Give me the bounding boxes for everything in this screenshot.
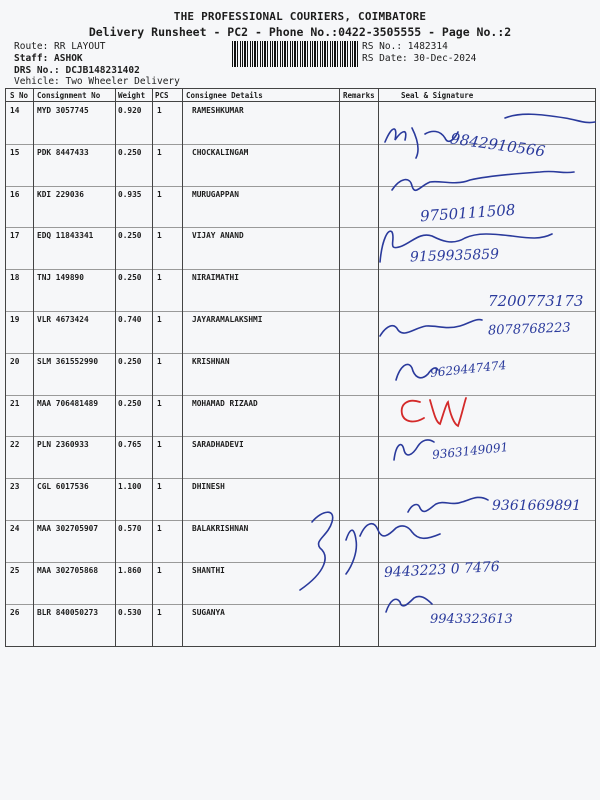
consignee-cell: RAMESHKUMAR <box>192 106 244 115</box>
consignee-cell: KRISHNAN <box>192 356 230 366</box>
table-row <box>6 228 595 270</box>
sno-cell: 25 <box>10 565 20 575</box>
runsheet-title: Delivery Runsheet - PC2 - Phone No.:0422-3505555 - Page No.:2 <box>88 25 512 39</box>
consignment-cell: MAA 302705868 <box>37 565 99 575</box>
sno-cell: 14 <box>10 106 20 115</box>
barcode-image <box>232 41 360 67</box>
col-consignee: Consignee Details <box>186 91 263 100</box>
table-row <box>6 312 595 354</box>
handwritten-phone: 9361669891 <box>492 498 582 514</box>
pcs-cell: 1 <box>157 482 162 492</box>
consignee-cell: JAYARAMALAKSHMI <box>192 315 263 324</box>
pcs-cell: 1 <box>157 315 162 324</box>
sno-cell: 17 <box>10 231 20 241</box>
consignment-cell: CGL 6017536 <box>37 482 89 492</box>
weight-cell: 0.570 <box>118 524 142 533</box>
sno-cell: 19 <box>10 315 20 324</box>
weight-cell: 0.740 <box>118 315 142 324</box>
weight-cell: 0.250 <box>118 398 142 408</box>
consignment-cell: BLR 840050273 <box>37 607 99 617</box>
handwritten-phone: 9943323613 <box>430 612 513 627</box>
consignment-cell: MYD 3057745 <box>37 106 89 115</box>
table-row <box>6 605 595 647</box>
handwritten-phone: 9750111508 <box>419 200 516 226</box>
weight-cell: 0.530 <box>118 607 142 617</box>
col-divider <box>339 89 340 646</box>
staff-label: Staff: ASHOK <box>14 53 83 64</box>
table-row <box>6 396 595 438</box>
pcs-cell: 1 <box>157 524 162 533</box>
sno-cell: 22 <box>10 440 20 450</box>
consignment-cell: PLN 2360933 <box>37 440 89 450</box>
col-divider <box>378 89 379 646</box>
sno-cell: 21 <box>10 398 20 408</box>
weight-cell: 0.250 <box>118 147 142 157</box>
consignee-cell: DHINESH <box>192 482 225 492</box>
table-row <box>6 103 595 145</box>
consignee-cell: SHANTHI <box>192 565 225 575</box>
pcs-cell: 1 <box>157 106 162 115</box>
pcs-cell: 1 <box>157 440 162 450</box>
col-divider <box>182 89 183 646</box>
sno-cell: 16 <box>10 189 20 199</box>
drs-number: DRS No.: DCJB148231402 <box>14 65 140 76</box>
pcs-cell: 1 <box>157 273 162 283</box>
handwritten-phone: 7200773173 <box>488 292 584 310</box>
rs-number: RS No.: 1482314 <box>362 41 448 52</box>
vehicle-label: Vehicle: Two Wheeler Delivery <box>14 76 180 87</box>
consignee-cell: MURUGAPPAN <box>192 189 239 199</box>
table-row <box>6 187 595 229</box>
sno-cell: 18 <box>10 273 20 283</box>
consignment-cell: KDI 229036 <box>37 189 84 199</box>
weight-cell: 1.860 <box>118 565 142 575</box>
col-remarks: Remarks <box>343 91 375 100</box>
handwritten-phone: 9363149091 <box>431 440 509 462</box>
col-divider <box>152 89 153 646</box>
table-row <box>6 354 595 396</box>
weight-cell: 0.250 <box>118 356 142 366</box>
pcs-cell: 1 <box>157 565 162 575</box>
weight-cell: 0.935 <box>118 189 142 199</box>
col-divider <box>115 89 116 646</box>
weight-cell: 0.250 <box>118 231 142 241</box>
col-seal-signature: Seal & Signature <box>401 91 474 100</box>
rs-date: RS Date: 30-Dec-2024 <box>362 53 477 64</box>
consignee-cell: BALAKRISHNAN <box>192 524 249 533</box>
col-sno: S No <box>10 91 29 100</box>
sno-cell: 20 <box>10 356 20 366</box>
sno-cell: 26 <box>10 607 20 617</box>
pcs-cell: 1 <box>157 356 162 366</box>
table-row <box>6 521 595 563</box>
consignee-cell: SARADHADEVI <box>192 440 244 450</box>
pcs-cell: 1 <box>157 607 162 617</box>
consignment-cell: VLR 4673424 <box>37 315 89 324</box>
table-header <box>6 89 595 102</box>
table-row <box>6 479 595 521</box>
table-row <box>6 145 595 187</box>
consignment-cell: EDQ 11843341 <box>37 231 94 241</box>
handwritten-phone: 9443223 0 7476 <box>383 558 501 582</box>
col-pcs: PCS <box>155 91 169 100</box>
handwritten-phone: 9629447474 <box>429 358 507 380</box>
sno-cell: 15 <box>10 147 20 157</box>
pcs-cell: 1 <box>157 189 162 199</box>
delivery-table <box>5 88 596 647</box>
consignee-cell: NIRAIMATHI <box>192 273 239 283</box>
consignment-cell: SLM 361552990 <box>37 356 99 366</box>
handwritten-phone: 8078768223 <box>487 320 571 339</box>
consignee-cell: CHOCKALINGAM <box>192 147 249 157</box>
handwritten-phone: 9842910566 <box>449 129 547 161</box>
pcs-cell: 1 <box>157 147 162 157</box>
col-consignment: Consignment No <box>37 91 101 100</box>
weight-cell: 0.920 <box>118 106 142 115</box>
consignment-cell: MAA 706481489 <box>37 398 99 408</box>
weight-cell: 1.100 <box>118 482 142 492</box>
consignment-cell: PDK 8447433 <box>37 147 89 157</box>
table-row <box>6 437 595 479</box>
consignee-cell: SUGANYA <box>192 607 225 617</box>
table-row <box>6 563 595 605</box>
handwritten-phone: 9159935859 <box>409 246 500 266</box>
pcs-cell: 1 <box>157 398 162 408</box>
sno-cell: 23 <box>10 482 20 492</box>
route-label: Route: RR LAYOUT <box>14 41 106 52</box>
weight-cell: 0.765 <box>118 440 142 450</box>
consignee-cell: MOHAMAD RIZAAD <box>192 398 258 408</box>
col-weight: Weight <box>118 91 146 100</box>
table-row <box>6 270 595 312</box>
col-divider <box>33 89 34 646</box>
company-name: THE PROFESSIONAL COURIERS, COIMBATORE <box>173 10 427 23</box>
sno-cell: 24 <box>10 524 20 533</box>
consignee-cell: VIJAY ANAND <box>192 231 244 241</box>
consignment-cell: TNJ 149890 <box>37 273 84 283</box>
consignment-cell: MAA 302705907 <box>37 524 99 533</box>
pcs-cell: 1 <box>157 231 162 241</box>
weight-cell: 0.250 <box>118 273 142 283</box>
